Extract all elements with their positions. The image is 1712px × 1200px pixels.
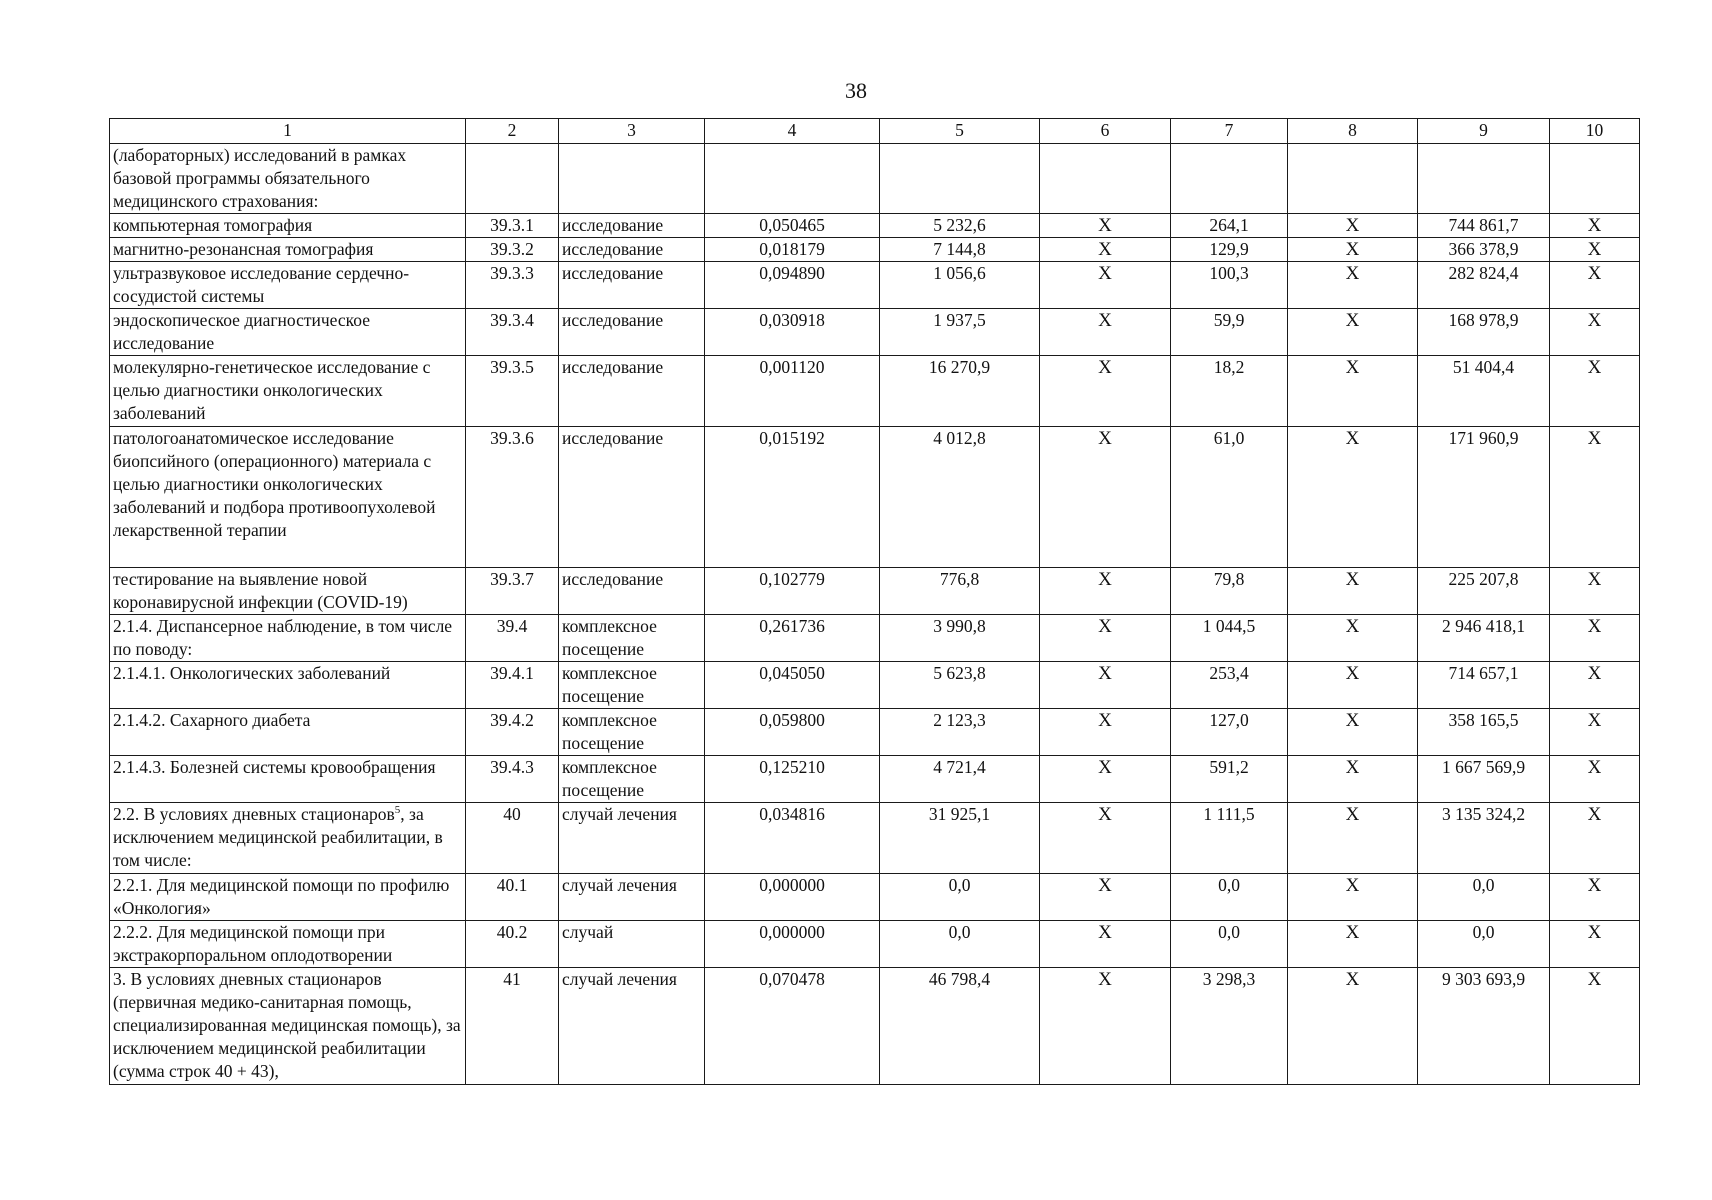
cell-col-8: X <box>1288 968 1418 1085</box>
table-header-row <box>110 119 1640 144</box>
cell-col-9: 0,0 <box>1418 874 1550 921</box>
cell-col-10: X <box>1550 262 1640 309</box>
cell-name: 2.1.4. Диспансерное наблюдение, в том числе по поводу: <box>110 615 466 662</box>
cell-line-number: 39.3.7 <box>466 568 559 615</box>
cell-col-5: 7 144,8 <box>880 238 1040 262</box>
cell-line-number: 39.3.5 <box>466 356 559 427</box>
cell-unit: случай <box>559 921 705 968</box>
cell-name: тестирование на выявление новой коронавирусной инфекции (COVID-19) <box>110 568 466 615</box>
table-row <box>110 568 1640 615</box>
cell-col-7: 127,0 <box>1171 709 1288 756</box>
cell-col-6: X <box>1040 709 1171 756</box>
cell-col-4: 0,030918 <box>705 309 880 356</box>
cell-col-9: 225 207,8 <box>1418 568 1550 615</box>
table-row <box>110 709 1640 756</box>
table-row <box>110 921 1640 968</box>
header-col-2: 2 <box>466 119 559 144</box>
cell-col-9: 168 978,9 <box>1418 309 1550 356</box>
cell-col-4: 0,001120 <box>705 356 880 427</box>
cell-col-7: 264,1 <box>1171 214 1288 238</box>
cell-col-10: X <box>1550 568 1640 615</box>
header-col-4: 4 <box>705 119 880 144</box>
cell-col-9: 744 861,7 <box>1418 214 1550 238</box>
cell-col-6: X <box>1040 309 1171 356</box>
cell-col-5: 1 937,5 <box>880 309 1040 356</box>
cell-col-8: X <box>1288 709 1418 756</box>
cell-col-10: X <box>1550 968 1640 1085</box>
cell-col-9 <box>1418 144 1550 214</box>
cell-col-7: 59,9 <box>1171 309 1288 356</box>
header-col-7: 7 <box>1171 119 1288 144</box>
cell-col-7: 0,0 <box>1171 874 1288 921</box>
cell-col-6: X <box>1040 615 1171 662</box>
cell-col-5: 5 623,8 <box>880 662 1040 709</box>
cell-col-4: 0,000000 <box>705 921 880 968</box>
header-col-10: 10 <box>1550 119 1640 144</box>
cell-col-4: 0,000000 <box>705 874 880 921</box>
header-col-1: 1 <box>110 119 466 144</box>
cell-col-10: X <box>1550 427 1640 568</box>
cell-col-4: 0,045050 <box>705 662 880 709</box>
cell-line-number: 40.2 <box>466 921 559 968</box>
cell-col-8: X <box>1288 214 1418 238</box>
cell-col-5: 3 990,8 <box>880 615 1040 662</box>
cell-col-4: 0,015192 <box>705 427 880 568</box>
cell-col-7: 0,0 <box>1171 921 1288 968</box>
cell-col-5: 776,8 <box>880 568 1040 615</box>
cell-line-number: 39.3.1 <box>466 214 559 238</box>
cell-col-5: 4 012,8 <box>880 427 1040 568</box>
cell-name: компьютерная томография <box>110 214 466 238</box>
cell-col-4: 0,125210 <box>705 756 880 803</box>
cell-name: магнитно-резонансная томография <box>110 238 466 262</box>
cell-col-10 <box>1550 144 1640 214</box>
cell-col-10: X <box>1550 309 1640 356</box>
cell-col-8: X <box>1288 262 1418 309</box>
cell-col-9: 714 657,1 <box>1418 662 1550 709</box>
cell-unit: исследование <box>559 568 705 615</box>
cell-col-6 <box>1040 144 1171 214</box>
cell-name: 2.1.4.2. Сахарного диабета <box>110 709 466 756</box>
cell-col-6: X <box>1040 921 1171 968</box>
cell-unit: исследование <box>559 309 705 356</box>
cell-col-6: X <box>1040 356 1171 427</box>
cell-col-5: 5 232,6 <box>880 214 1040 238</box>
cell-unit: исследование <box>559 427 705 568</box>
cell-unit: исследование <box>559 214 705 238</box>
header-col-8: 8 <box>1288 119 1418 144</box>
cell-col-7: 253,4 <box>1171 662 1288 709</box>
header-col-6: 6 <box>1040 119 1171 144</box>
cell-name: патологоанатомическое исследование биопсийного (операционного) материала с целью диагностики онкологических заболеваний и подбора противоопухолевой лекарственной терапии <box>110 427 466 568</box>
table-row <box>110 214 1640 238</box>
cell-col-7: 18,2 <box>1171 356 1288 427</box>
cell-col-4: 0,034816 <box>705 803 880 874</box>
cell-col-8: X <box>1288 803 1418 874</box>
cell-name: ультразвуковое исследование сердечно-сосудистой системы <box>110 262 466 309</box>
cell-col-9: 0,0 <box>1418 921 1550 968</box>
cell-col-8: X <box>1288 662 1418 709</box>
cell-col-8: X <box>1288 238 1418 262</box>
table-row <box>110 309 1640 356</box>
cell-col-5: 46 798,4 <box>880 968 1040 1085</box>
cell-col-5: 1 056,6 <box>880 262 1040 309</box>
cell-unit: исследование <box>559 238 705 262</box>
cell-col-4: 0,094890 <box>705 262 880 309</box>
cell-col-10: X <box>1550 756 1640 803</box>
cell-col-4: 0,070478 <box>705 968 880 1085</box>
cell-col-8: X <box>1288 921 1418 968</box>
cell-col-9: 171 960,9 <box>1418 427 1550 568</box>
cell-line-number: 40.1 <box>466 874 559 921</box>
header-col-5: 5 <box>880 119 1040 144</box>
cell-col-7: 61,0 <box>1171 427 1288 568</box>
footnote-marker: 5 <box>394 804 401 817</box>
cell-name: 2.2.1. Для медицинской помощи по профилю «Онкология» <box>110 874 466 921</box>
cell-line-number <box>466 144 559 214</box>
cell-col-5: 2 123,3 <box>880 709 1040 756</box>
cell-name <box>110 803 466 874</box>
cell-line-number: 39.4 <box>466 615 559 662</box>
cell-col-7: 100,3 <box>1171 262 1288 309</box>
cell-col-6: X <box>1040 662 1171 709</box>
cell-col-5: 4 721,4 <box>880 756 1040 803</box>
header-col-9: 9 <box>1418 119 1550 144</box>
cell-col-9: 358 165,5 <box>1418 709 1550 756</box>
cell-unit: комплексное посещение <box>559 662 705 709</box>
cell-name: 2.1.4.1. Онкологических заболеваний <box>110 662 466 709</box>
cell-unit: случай лечения <box>559 874 705 921</box>
cell-col-6: X <box>1040 427 1171 568</box>
cell-col-10: X <box>1550 356 1640 427</box>
cell-col-10: X <box>1550 662 1640 709</box>
cell-unit: исследование <box>559 262 705 309</box>
cell-name: молекулярно-генетическое исследование с целью диагностики онкологических заболеваний <box>110 356 466 427</box>
cell-line-number: 39.3.2 <box>466 238 559 262</box>
cell-col-8: X <box>1288 615 1418 662</box>
data-table <box>109 118 1640 1085</box>
cell-unit: исследование <box>559 356 705 427</box>
cell-col-7: 129,9 <box>1171 238 1288 262</box>
cell-col-7: 1 044,5 <box>1171 615 1288 662</box>
cell-col-6: X <box>1040 568 1171 615</box>
cell-name-text-rest: , за исключением медицинской реабилитации, в том числе: <box>113 804 443 870</box>
cell-col-9: 9 303 693,9 <box>1418 968 1550 1085</box>
table-row <box>110 427 1640 568</box>
cell-col-4: 0,050465 <box>705 214 880 238</box>
cell-line-number: 39.3.6 <box>466 427 559 568</box>
table-row <box>110 238 1640 262</box>
cell-name: 2.1.4.3. Болезней системы кровообращения <box>110 756 466 803</box>
cell-line-number: 39.4.3 <box>466 756 559 803</box>
cell-name: (лабораторных) исследований в рамках базовой программы обязательного медицинского страхования: <box>110 144 466 214</box>
table-row <box>110 615 1640 662</box>
cell-col-4: 0,102779 <box>705 568 880 615</box>
cell-name-text: 2.2. В условиях дневных стационаров <box>113 804 395 824</box>
cell-col-7 <box>1171 144 1288 214</box>
cell-col-7: 1 111,5 <box>1171 803 1288 874</box>
cell-col-6: X <box>1040 262 1171 309</box>
cell-name: эндоскопическое диагностическое исследование <box>110 309 466 356</box>
cell-col-4 <box>705 144 880 214</box>
cell-col-4: 0,261736 <box>705 615 880 662</box>
cell-col-8: X <box>1288 309 1418 356</box>
cell-col-6: X <box>1040 214 1171 238</box>
cell-col-6: X <box>1040 756 1171 803</box>
cell-col-8: X <box>1288 756 1418 803</box>
cell-col-5: 0,0 <box>880 874 1040 921</box>
page-number: 38 <box>845 78 867 103</box>
cell-unit: случай лечения <box>559 803 705 874</box>
cell-col-5: 16 270,9 <box>880 356 1040 427</box>
cell-col-6: X <box>1040 968 1171 1085</box>
cell-col-9: 282 824,4 <box>1418 262 1550 309</box>
cell-line-number: 39.3.4 <box>466 309 559 356</box>
cell-col-4: 0,059800 <box>705 709 880 756</box>
table-row <box>110 356 1640 427</box>
cell-col-9: 1 667 569,9 <box>1418 756 1550 803</box>
table-row <box>110 874 1640 921</box>
cell-line-number: 41 <box>466 968 559 1085</box>
cell-col-10: X <box>1550 803 1640 874</box>
cell-line-number: 40 <box>466 803 559 874</box>
cell-col-10: X <box>1550 709 1640 756</box>
cell-col-5: 0,0 <box>880 921 1040 968</box>
cell-col-9: 2 946 418,1 <box>1418 615 1550 662</box>
table-row <box>110 756 1640 803</box>
header-col-3: 3 <box>559 119 705 144</box>
cell-col-8: X <box>1288 356 1418 427</box>
cell-line-number: 39.4.2 <box>466 709 559 756</box>
cell-col-8: X <box>1288 568 1418 615</box>
cell-name: 2.2.2. Для медицинской помощи при экстракорпоральном оплодотворении <box>110 921 466 968</box>
cell-col-5: 31 925,1 <box>880 803 1040 874</box>
table-row <box>110 144 1640 214</box>
cell-col-8: X <box>1288 427 1418 568</box>
cell-col-9: 366 378,9 <box>1418 238 1550 262</box>
cell-line-number: 39.4.1 <box>466 662 559 709</box>
cell-col-5 <box>880 144 1040 214</box>
cell-unit: комплексное посещение <box>559 615 705 662</box>
cell-col-10: X <box>1550 921 1640 968</box>
cell-col-7: 3 298,3 <box>1171 968 1288 1085</box>
cell-col-10: X <box>1550 238 1640 262</box>
cell-unit <box>559 144 705 214</box>
table-row <box>110 803 1640 874</box>
cell-col-9: 3 135 324,2 <box>1418 803 1550 874</box>
cell-col-4: 0,018179 <box>705 238 880 262</box>
cell-col-7: 79,8 <box>1171 568 1288 615</box>
cell-col-10: X <box>1550 874 1640 921</box>
cell-col-9: 51 404,4 <box>1418 356 1550 427</box>
cell-name: 3. В условиях дневных стационаров (первичная медико-санитарная помощь, специализированная медицинская помощь), за исключением медицинской реабилитации (сумма строк 40 + 43), <box>110 968 466 1085</box>
cell-col-6: X <box>1040 803 1171 874</box>
table-row <box>110 968 1640 1085</box>
cell-unit: случай лечения <box>559 968 705 1085</box>
cell-unit: комплексное посещение <box>559 709 705 756</box>
table-row <box>110 662 1640 709</box>
table-row <box>110 262 1640 309</box>
cell-col-8: X <box>1288 874 1418 921</box>
cell-line-number: 39.3.3 <box>466 262 559 309</box>
cell-unit: комплексное посещение <box>559 756 705 803</box>
cell-col-6: X <box>1040 874 1171 921</box>
cell-col-6: X <box>1040 238 1171 262</box>
cell-col-10: X <box>1550 214 1640 238</box>
cell-col-10: X <box>1550 615 1640 662</box>
cell-col-7: 591,2 <box>1171 756 1288 803</box>
cell-col-8 <box>1288 144 1418 214</box>
